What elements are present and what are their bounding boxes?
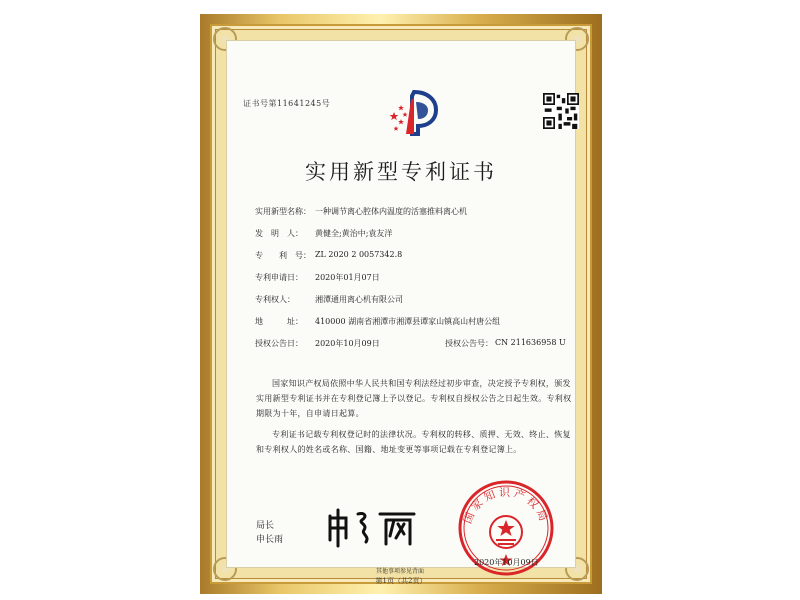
body-paragraph: 国家知识产权局依照中华人民共和国专利法经过初步审查，决定授予专利权，颁发实用新型专利证书并在专利登记簿上予以登记。专利权自授权公告之日起生效。专利权期限为十年，自申请日起算。: [256, 379, 572, 418]
seal-text: 国家知识产权局: [460, 486, 552, 526]
body-paragraph: 专利证书记载专利权登记时的法律状况。专利权的转移、质押、无效、终止、恢复和专利权人的姓名或名称、国籍、地址变更等事项记载在专利登记簿上。: [256, 430, 571, 454]
field-label: 授权公告号：: [445, 339, 493, 348]
patent-office-logo-icon: [384, 88, 440, 138]
field-inventors: [255, 228, 575, 250]
field-value: ZL 2020 2 0057342.8: [315, 250, 403, 259]
field-patent-number: [255, 250, 575, 272]
field-label: 发 明 人：: [255, 229, 303, 238]
certificate-fields: [255, 206, 575, 360]
field-value: 黄健全;黄治中;袁友洋: [315, 229, 393, 238]
field-label: 授权公告日：: [255, 339, 303, 348]
signatory-title: 局长: [256, 521, 275, 531]
field-value: CN 211636958 U: [495, 338, 566, 347]
certificate-title: 实用新型专利证书: [305, 160, 497, 184]
field-application-date: [255, 272, 575, 294]
field-value: 湘潭通用离心机有限公司: [315, 295, 403, 304]
svg-text:国家知识产权局: [461, 486, 551, 526]
field-patentee: [255, 294, 575, 316]
page-number: 第1页（共2页）: [375, 577, 427, 585]
certificate-frame: [200, 14, 602, 594]
field-address: [255, 316, 575, 338]
field-utility-model-name: [255, 206, 575, 228]
handwritten-signature: [324, 506, 418, 548]
page-footer: 其他事项参见背面: [375, 568, 424, 575]
certificate-body: [256, 376, 578, 463]
field-label: 专利申请日：: [255, 273, 303, 282]
field-value: 410000 湖南省湘潭市湘潭县谭家山镇高山村唐公组: [315, 317, 501, 326]
field-value: 2020年01月07日: [315, 273, 380, 282]
field-label: 专 利 号：: [255, 251, 311, 260]
field-label: 地 址：: [255, 317, 303, 326]
certificate-number: 证书号第11641245号: [243, 99, 331, 108]
field-label: 实用新型名称：: [255, 207, 311, 216]
field-value: 一种调节离心腔体内温度的活塞推料离心机: [315, 207, 467, 216]
field-grant-info: [255, 338, 575, 360]
qr-code-icon: [543, 93, 579, 129]
field-value: 2020年10月09日: [315, 339, 380, 348]
frame-inner-border: [210, 24, 592, 584]
signatory-name: 申长雨: [256, 535, 284, 545]
seal-date: 2020年10月09日: [474, 558, 539, 567]
field-label: 专利权人：: [255, 295, 295, 304]
